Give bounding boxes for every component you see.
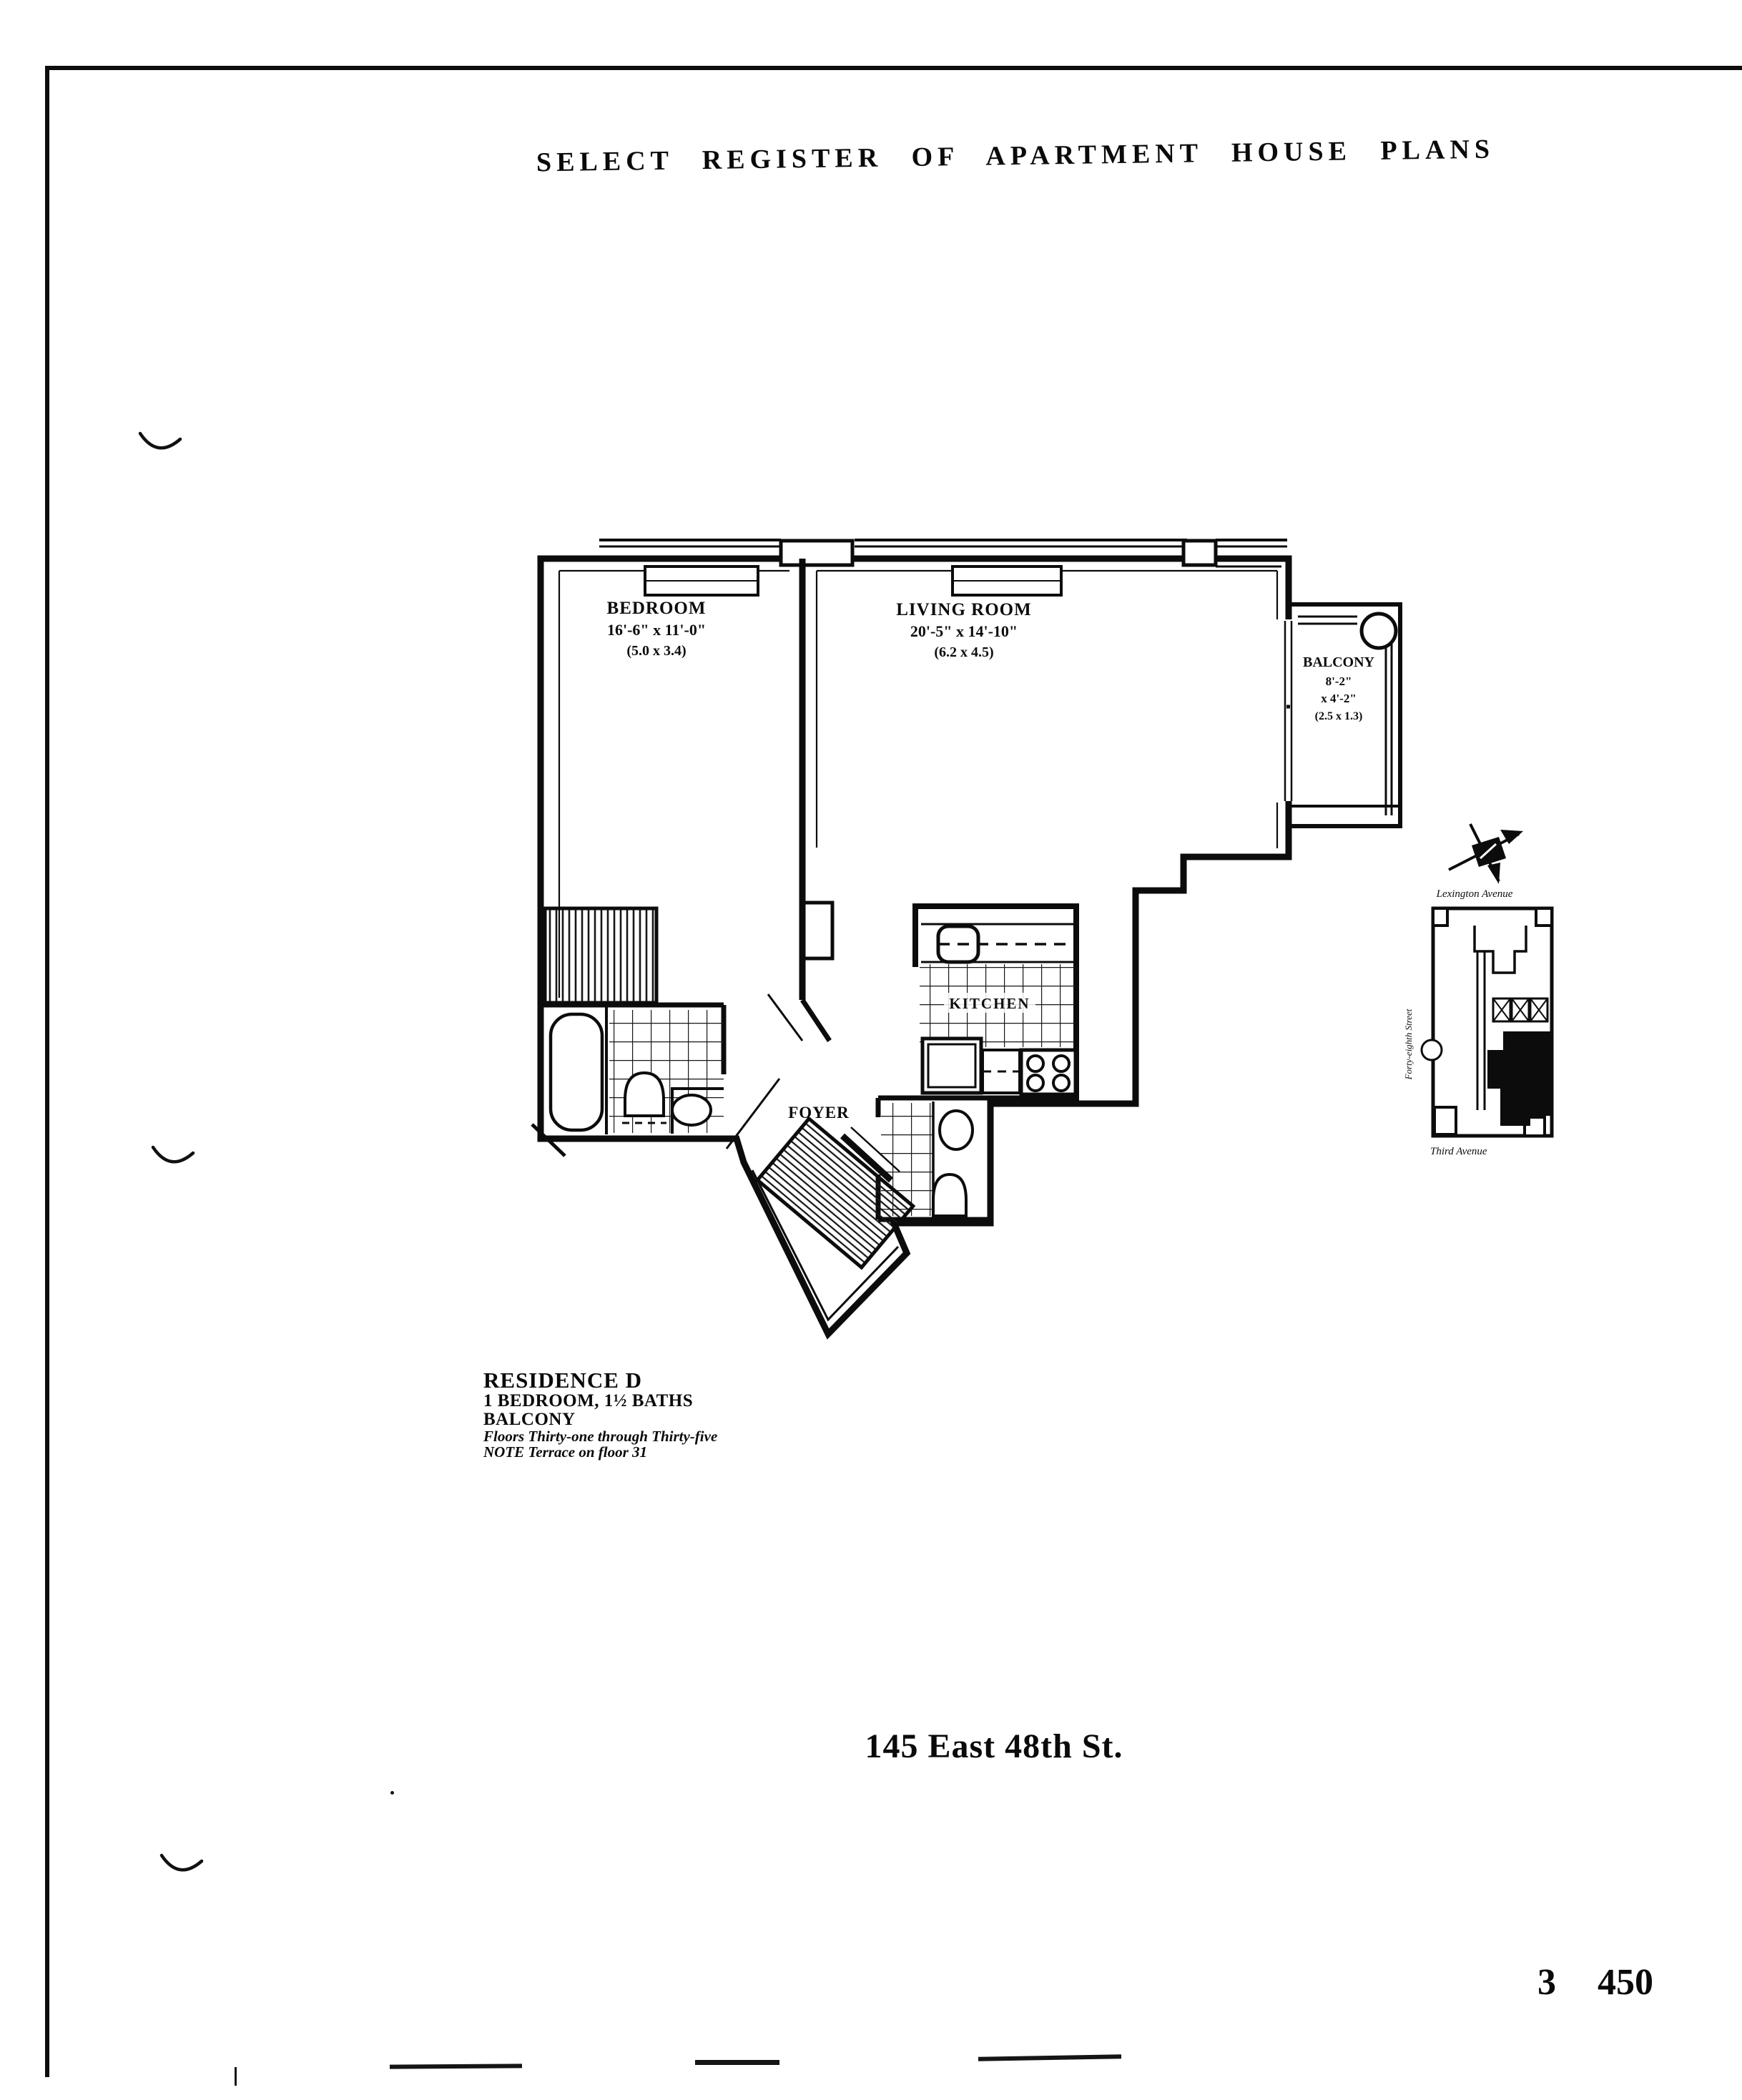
balcony-door-opening — [1282, 619, 1295, 801]
bathroom-sink — [672, 1095, 711, 1125]
residence-beds-baths: 1 BEDROOM, 1½ BATHS — [483, 1391, 694, 1411]
page-border-left — [45, 66, 49, 2077]
balcony-dim1: 8'-2" — [1325, 674, 1352, 688]
bathroom-door-swing — [727, 1079, 779, 1149]
margin-mark-2 — [149, 1142, 199, 1177]
bedroom-label: BEDROOM — [606, 599, 707, 618]
compass-north-arrow — [1449, 824, 1523, 884]
bedroom-metric: (5.0 x 3.4) — [626, 643, 687, 659]
floor-plan — [501, 535, 1580, 1365]
page-title: SELECT REGISTER OF APARTMENT HOUSE PLANS — [536, 134, 1495, 178]
plate-number: 450 — [1598, 1962, 1653, 2003]
bedroom-window — [599, 540, 781, 595]
site-map — [1403, 824, 1552, 1157]
residence-title: RESIDENCE D — [483, 1368, 643, 1393]
balcony-dim2: x 4'-2" — [1321, 692, 1357, 705]
kitchen-label: KITCHEN — [949, 995, 1030, 1012]
building-footprint — [1422, 908, 1552, 1136]
scan-smudge-1 — [390, 2064, 522, 2069]
margin-mark-1 — [136, 428, 186, 463]
bedroom-closet — [545, 908, 656, 1003]
residence-feature: BALCONY — [483, 1410, 576, 1430]
window-pier-right — [1184, 541, 1216, 565]
powder-toilet — [933, 1174, 966, 1216]
hall-closet — [804, 903, 832, 958]
balcony-metric: (2.5 x 1.3) — [1314, 710, 1363, 722]
residence-terrace-note: NOTE Terrace on floor 31 — [483, 1443, 648, 1461]
margin-mark-3 — [157, 1850, 207, 1885]
toilet — [625, 1073, 664, 1116]
building-address: 145 East 48th St. — [865, 1727, 1123, 1765]
bathroom-fixtures — [551, 1007, 724, 1134]
page-number: 3 — [1537, 1962, 1556, 2003]
kitchen-sink — [922, 1039, 981, 1093]
residence-info — [483, 1369, 717, 1461]
bedroom-dims: 16'-6" x 11'-0" — [606, 621, 707, 639]
scan-smudge-2 — [695, 2060, 779, 2065]
street-label-bottom: Third Avenue — [1430, 1146, 1487, 1157]
bedroom-door-leaf — [768, 994, 802, 1041]
balcony-label: BALCONY — [1302, 654, 1375, 670]
street-label-top: Lexington Avenue — [1436, 888, 1513, 900]
folio — [1537, 1961, 1653, 2003]
living-room-window — [855, 540, 1187, 595]
powder-sink — [940, 1111, 973, 1149]
window-pier-left — [781, 541, 852, 565]
living-room-dims: 20'-5" x 14'-10" — [910, 622, 1018, 640]
living-room-window-right — [1216, 540, 1287, 566]
residence-d-location — [1487, 1031, 1550, 1126]
foyer-label: FOYER — [788, 1104, 850, 1122]
scan-dot — [390, 1791, 394, 1795]
street-label-left: Forty-eighth Street — [1403, 1009, 1414, 1080]
bathtub — [551, 1014, 602, 1130]
living-room-metric: (6.2 x 4.5) — [934, 644, 994, 660]
page-border-top — [45, 66, 1742, 70]
residence-floors-note: Floors Thirty-one through Thirty-five — [483, 1428, 718, 1446]
living-room-label: LIVING ROOM — [896, 600, 1032, 619]
scan-smudge-3 — [978, 2054, 1121, 2061]
scan-tick — [235, 2067, 237, 2086]
balcony-table — [1362, 614, 1396, 648]
